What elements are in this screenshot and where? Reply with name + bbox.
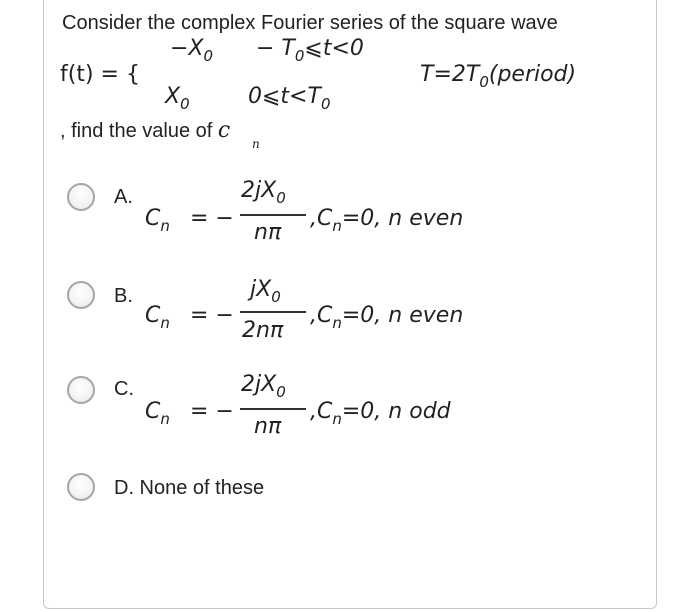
- option-b-numerator: $jX_0$: [250, 277, 281, 306]
- option-a-denominator: nπ: [254, 220, 282, 245]
- option-a-equals: = −: [190, 206, 234, 231]
- option-b-rest: $,C_n=0$, n even: [310, 303, 464, 332]
- c-symbol: c: [217, 118, 231, 143]
- option-b-denominator: 2nπ: [242, 318, 284, 343]
- radio-option-c[interactable]: [67, 376, 95, 404]
- case1-range: − $T_0⩽t<0$: [256, 36, 364, 65]
- radio-option-b[interactable]: [67, 281, 95, 309]
- radio-option-d[interactable]: [67, 473, 95, 501]
- option-a-lhs: $C_n$: [145, 206, 170, 235]
- option-b-lhs: $C_n$: [145, 303, 170, 332]
- question-intro: Consider the complex Fourier series of the square wave: [62, 12, 558, 34]
- case2-range: $0⩽t<T_0$: [248, 84, 331, 113]
- period-note: $T=2T_0(period)$: [420, 62, 577, 91]
- case2-value: $X_0$: [165, 84, 190, 113]
- option-a-numerator: $2jX_0$: [241, 178, 286, 207]
- find-prompt: , find the value of c: [60, 118, 231, 143]
- option-c-numerator: $2jX_0$: [241, 372, 286, 401]
- option-a-rest: $,C_n=0$, n even: [310, 206, 464, 235]
- option-b-letter: B.: [114, 285, 133, 307]
- option-c-fraction-bar: [240, 408, 306, 410]
- option-c-rest: $,C_n=0$, n odd: [310, 399, 451, 428]
- function-label: f(t) = {: [60, 62, 140, 87]
- option-b-fraction-bar: [240, 311, 306, 313]
- c-subscript: n: [252, 137, 260, 151]
- option-b-equals: = −: [190, 303, 234, 328]
- radio-option-a[interactable]: [67, 183, 95, 211]
- case1-value: $-X_0$: [170, 36, 214, 65]
- option-d-label: D. None of these: [114, 477, 265, 499]
- option-a-letter: A.: [114, 186, 133, 208]
- option-c-letter: C.: [114, 378, 134, 400]
- option-c-equals: = −: [190, 399, 234, 424]
- option-c-lhs: $C_n$: [145, 399, 170, 428]
- option-c-denominator: nπ: [254, 414, 282, 439]
- option-a-fraction-bar: [240, 214, 306, 216]
